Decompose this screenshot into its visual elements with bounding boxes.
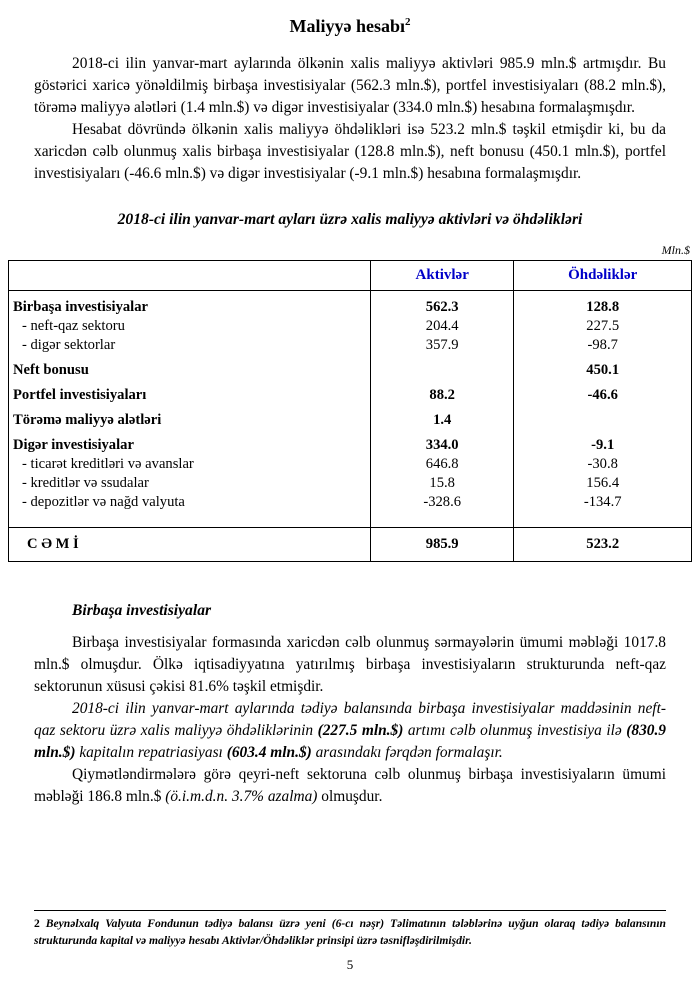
assets-value: 88.2 xyxy=(370,380,513,405)
text-segment: (ö.i.m.d.n. 3.7% azalma) xyxy=(165,787,318,805)
table-row xyxy=(9,430,692,455)
financial-table xyxy=(8,260,692,562)
assets-value: 562.3 xyxy=(370,291,513,318)
paragraph-direct-1: Birbaşa investisiyalar formasında xaricdən cəlb olunmuş sərmayələrin ümumi məbləği 1017.8 mln.$ olmuşdur. Ölkə iqtisadiyyatına yatırılmış birbaşa investisiyaların strukturunda neft-qaz sektorunun xüsusi çəkisi 81.6% təşkil etmişdir. xyxy=(34,633,666,695)
table-header-row xyxy=(9,261,692,291)
table-total-row xyxy=(9,527,692,561)
table-row xyxy=(9,355,692,380)
row-label: Digər investisiyalar xyxy=(13,437,134,453)
footnote-separator xyxy=(34,910,666,911)
text-segment: artımı cəlb olunmuş investisiya ilə xyxy=(403,721,627,739)
table-spacer-row xyxy=(9,512,692,527)
liabilities-value xyxy=(514,405,692,430)
assets-value: 357.9 xyxy=(370,336,513,355)
paragraph-intro-2: Hesabat dövründə ölkənin xalis maliyyə öhdəlikləri isə 523.2 mln.$ təşkil etmişdir ki, bu da xaricdən cəlb olunmuş xalis birbaşa investisiyalar (128.8 mln.$), neft bonusu (450.1 mln.$), portfel investisiyaları (-46.6 mln.$) və digər investisiyalar (-9.1 mln.$) hesabına formalaşmışdır. xyxy=(34,121,666,182)
liabilities-value: 156.4 xyxy=(514,474,692,493)
unit-label: Mln.$ xyxy=(661,243,690,257)
text-segment: (830.9 mln.$) xyxy=(34,721,667,761)
row-label: Neft bonusu xyxy=(13,362,89,378)
table-row xyxy=(9,336,692,355)
liabilities-value: -9.1 xyxy=(514,430,692,455)
assets-value: 204.4 xyxy=(370,317,513,336)
row-label: Portfel investisiyaları xyxy=(13,387,147,403)
row-label: - kreditlər və ssudalar xyxy=(22,475,149,491)
page-title-text: Maliyyə hesabı xyxy=(289,16,405,36)
column-header-liabilities: Öhdəliklər xyxy=(514,261,692,291)
assets-value: -328.6 xyxy=(370,493,513,512)
liabilities-value: 523.2 xyxy=(514,527,692,561)
text-segment: kapitalın repatriasiyası xyxy=(75,743,227,761)
text-segment: (603.4 mln.$) xyxy=(226,743,312,761)
table-row xyxy=(9,405,692,430)
row-label: - depozitlər və nağd valyuta xyxy=(22,494,185,510)
table-title: 2018-ci ilin yanvar-mart ayları üzrə xalis maliyyə aktivləri və öhdəlikləri xyxy=(117,211,583,228)
liabilities-value: -46.6 xyxy=(514,380,692,405)
text-segment: Qiymətləndirmələrə görə qeyri-neft sektoruna cəlb olunmuş birbaşa investisiyaların ümumi məbləği 186.8 mln.$ xyxy=(34,765,666,805)
table-row xyxy=(9,380,692,405)
row-label: - digər sektorlar xyxy=(22,337,116,353)
assets-value: 1.4 xyxy=(370,405,513,430)
liabilities-value: -98.7 xyxy=(514,336,692,355)
row-label: Törəmə maliyyə alətləri xyxy=(13,412,162,428)
table-row xyxy=(9,291,692,318)
text-segment: (227.5 mln.$) xyxy=(317,721,404,739)
assets-value: 985.9 xyxy=(370,527,513,561)
paragraph-intro-1: 2018-ci ilin yanvar-mart aylarında ölkənin xalis maliyyə aktivləri 985.9 mln.$ artmışdır. Bu göstərici xaricə yönəldilmiş birbaşa investisiyalar (562.3 mln.$), portfel investisiyaları (88.2 mln.$), törəmə maliyyə alətləri (1.4 mln.$) və digər investisiyalar (334.0 mln.$) hesabına formalaşmışdır. xyxy=(34,55,666,116)
text-segment: arasındakı fərqdən formalaşır. xyxy=(311,743,503,761)
column-header-assets: Aktivlər xyxy=(370,261,513,291)
page-number: 5 xyxy=(346,957,354,972)
assets-value: 646.8 xyxy=(370,455,513,474)
section-heading: Birbaşa investisiyalar xyxy=(72,601,212,619)
text-segment: Beynəlxalq Valyuta Fondunun tədiyə balansı üzrə yeni (6-cı nəşr) Təlimatının tələblərinə uyğun olaraq tədiyə balansının strukturunda kapital və maliyyə hesabı Aktivlər/Öhdəliklər prinsipi üzrə təsnifləşdirilmişdir. xyxy=(34,917,666,948)
table-row xyxy=(9,493,692,512)
liabilities-value: 227.5 xyxy=(514,317,692,336)
liabilities-value: -134.7 xyxy=(514,493,692,512)
assets-value: 15.8 xyxy=(370,474,513,493)
table-row xyxy=(9,474,692,493)
paragraph-direct-3 xyxy=(34,764,666,808)
row-label: C Ə M İ xyxy=(9,527,371,561)
table-row xyxy=(9,317,692,336)
page-footer xyxy=(34,910,666,973)
row-label: - ticarət kreditləri və avanslar xyxy=(22,456,194,472)
text-segment: 2018-ci ilin yanvar-mart aylarında tədiyə balansında birbaşa investisiyalar maddəsinin neft-qaz sektoru üzrə xalis maliyyə öhdəliklərinin xyxy=(34,699,666,739)
row-label: Birbaşa investisiyalar xyxy=(13,299,148,315)
paragraph-direct-2 xyxy=(34,698,666,764)
footnote xyxy=(34,916,666,950)
liabilities-value: -30.8 xyxy=(514,455,692,474)
table-row xyxy=(9,455,692,474)
liabilities-value: 450.1 xyxy=(514,355,692,380)
assets-value xyxy=(370,355,513,380)
page-title xyxy=(34,16,666,37)
text-segment: olmuşdur. xyxy=(317,787,383,805)
row-label: - neft-qaz sektoru xyxy=(22,318,125,334)
column-header-empty xyxy=(9,261,371,291)
assets-value: 334.0 xyxy=(370,430,513,455)
footnote-reference: 2 xyxy=(405,16,411,28)
text-segment: 2 xyxy=(34,917,46,931)
liabilities-value: 128.8 xyxy=(514,291,692,318)
table-block xyxy=(8,243,692,562)
